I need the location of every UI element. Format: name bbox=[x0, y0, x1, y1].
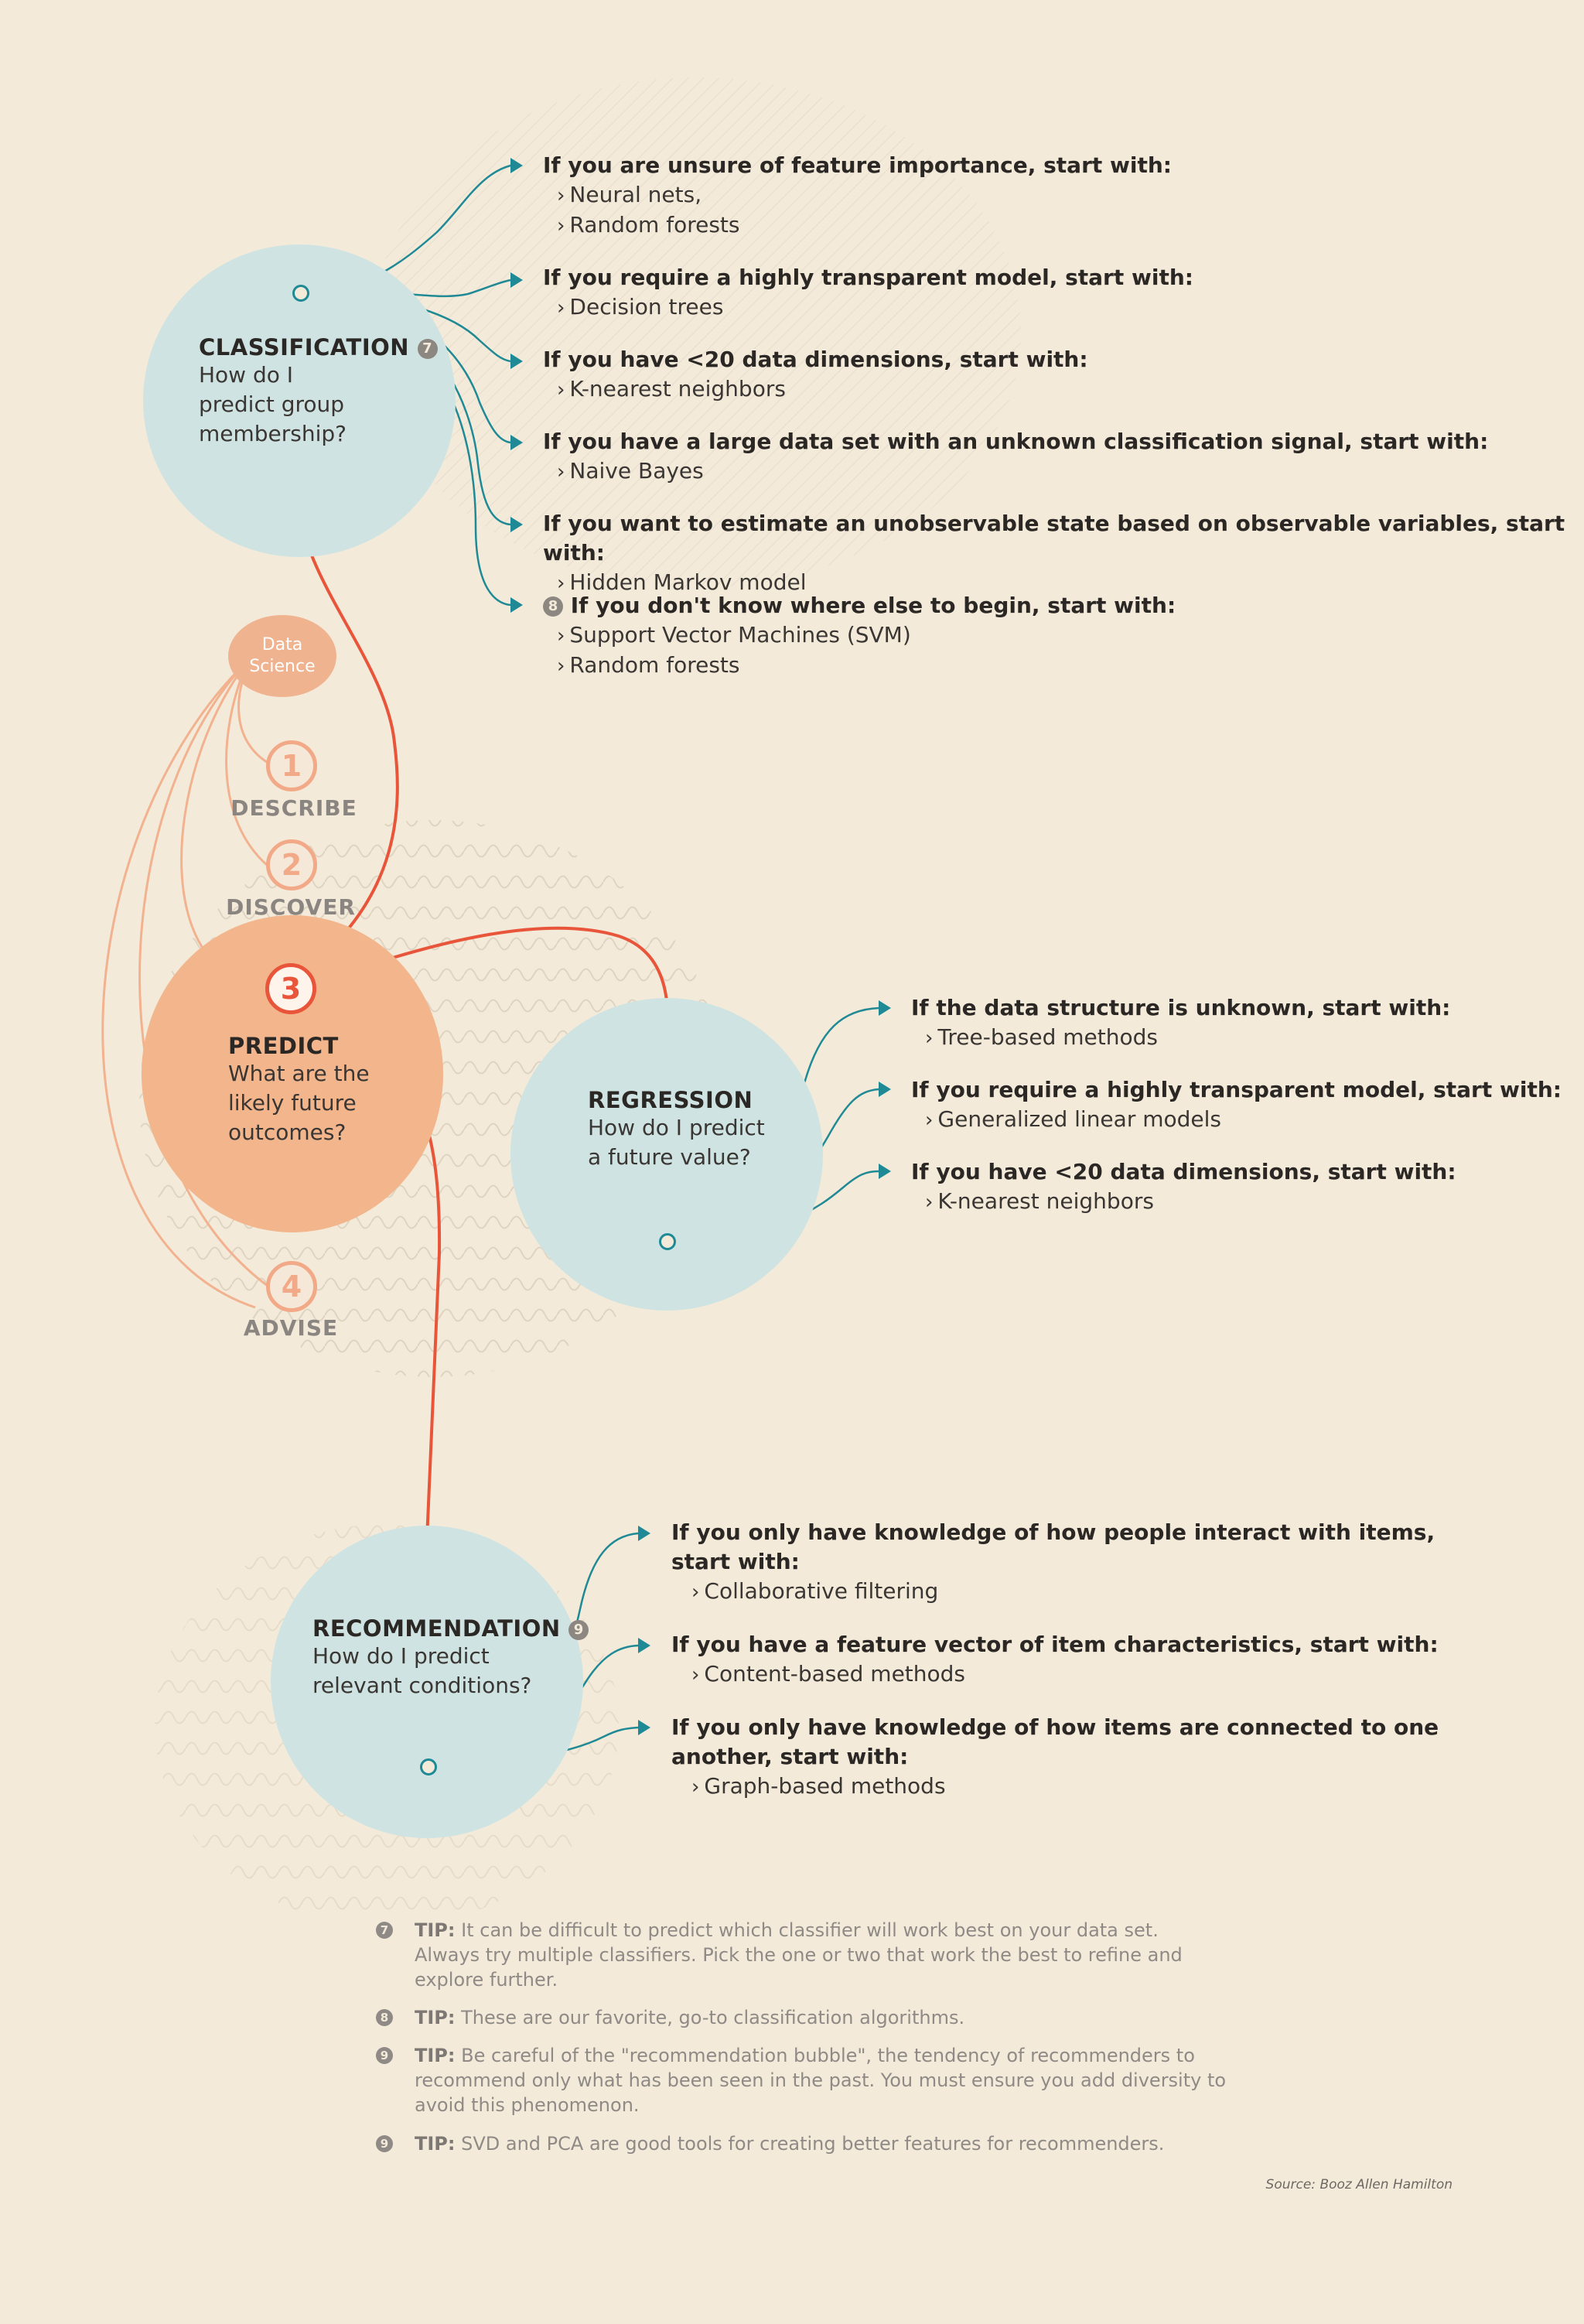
algorithm-label: Random forests bbox=[569, 212, 740, 238]
algorithm-label: Tree-based methods bbox=[937, 1024, 1158, 1050]
algorithm-item bbox=[911, 1105, 1562, 1135]
tip-9-badge: 9 bbox=[568, 1620, 589, 1640]
regression-question-2: a future value? bbox=[588, 1144, 751, 1170]
classification-item-6 bbox=[543, 591, 1176, 681]
tip-label: TIP: bbox=[415, 2007, 456, 2028]
step-1-label: DESCRIBE bbox=[230, 795, 357, 821]
condition-text: If you have <20 data dimensions, start with: bbox=[911, 1159, 1456, 1184]
condition-line: If you only have knowledge of how people interact with items, bbox=[671, 1519, 1436, 1545]
classification-item-2 bbox=[543, 263, 1193, 323]
algorithm-item bbox=[543, 180, 1172, 210]
chevron-right-icon: › bbox=[557, 654, 565, 678]
tip-text: These are our favorite, go-to classification algorithms. bbox=[455, 2007, 965, 2028]
tip-line bbox=[415, 2043, 1227, 2068]
tip-2-badge: 8 bbox=[376, 2009, 393, 2026]
classification-item-1 bbox=[543, 151, 1172, 241]
tip-line bbox=[415, 2131, 1227, 2156]
classification-item-5 bbox=[543, 509, 1584, 598]
chevron-right-icon: › bbox=[557, 378, 565, 402]
condition-row bbox=[543, 591, 1176, 620]
tip-3-badge: 9 bbox=[376, 2047, 393, 2064]
tip-8-badge: 8 bbox=[543, 596, 563, 617]
tip-line: explore further. bbox=[415, 1969, 558, 1991]
tip-text: It can be difficult to predict which classifier will work best on your data set. bbox=[455, 1919, 1159, 1941]
tip-label: TIP: bbox=[415, 1919, 456, 1941]
tip-line: Always try multiple classifiers. Pick the one or two that work the best to refine and bbox=[415, 1944, 1183, 1966]
algorithm-label: Content-based methods bbox=[704, 1661, 966, 1687]
recommendation-title-row bbox=[312, 1615, 589, 1642]
tip-text: SVD and PCA are good tools for creating better features for recommenders. bbox=[455, 2133, 1165, 2155]
classification-arrow-4 bbox=[510, 435, 523, 450]
condition-text: If the data structure is unknown, start with: bbox=[911, 995, 1451, 1020]
tip-label: TIP: bbox=[415, 2045, 456, 2066]
algorithm-item bbox=[543, 210, 1172, 241]
step-2-label: DISCOVER bbox=[226, 894, 356, 920]
chevron-right-icon: › bbox=[925, 1191, 934, 1214]
regression-item-2 bbox=[911, 1075, 1562, 1135]
classification-title: CLASSIFICATION bbox=[199, 334, 410, 361]
algorithm-label: Neural nets, bbox=[569, 182, 702, 207]
tip-2 bbox=[415, 2005, 1227, 2030]
chevron-right-icon: › bbox=[557, 296, 565, 320]
data-science-label bbox=[232, 634, 333, 678]
tip-4 bbox=[415, 2131, 1227, 2156]
classification-title-row bbox=[199, 334, 438, 361]
algorithm-label: Hidden Markov model bbox=[569, 569, 807, 595]
classification-item-4 bbox=[543, 427, 1488, 487]
regression-arrow-2 bbox=[879, 1082, 891, 1097]
tip-line: recommend only what has been seen in the past. You must ensure you add diversity to bbox=[415, 2069, 1227, 2091]
classification-question-1: How do I bbox=[199, 362, 294, 388]
predict-title: PREDICT bbox=[228, 1033, 339, 1059]
algorithm-item bbox=[543, 620, 1176, 651]
predict-question-3: outcomes? bbox=[228, 1119, 346, 1145]
tip-1-badge: 7 bbox=[376, 1922, 393, 1939]
tip-text: Be careful of the "recommendation bubble", the tendency of recommenders to bbox=[455, 2045, 1195, 2066]
tip-line bbox=[415, 2005, 1227, 2030]
chevron-right-icon: › bbox=[557, 184, 565, 207]
condition-text: If you are unsure of feature importance, start with: bbox=[543, 152, 1172, 178]
algorithm-label: Naive Bayes bbox=[569, 458, 704, 484]
recommendation-arrow-2 bbox=[638, 1638, 650, 1653]
condition-text: If you require a highly transparent model, start with: bbox=[543, 265, 1193, 290]
regression-arrow-1 bbox=[879, 1000, 891, 1016]
condition-text: If you have <20 data dimensions, start with: bbox=[543, 347, 1088, 372]
algorithm-label: K-nearest neighbors bbox=[569, 376, 786, 402]
regression-arrow-3 bbox=[879, 1164, 891, 1179]
algorithm-label: Graph-based methods bbox=[704, 1773, 946, 1799]
algorithm-item bbox=[543, 456, 1488, 487]
chevron-right-icon: › bbox=[691, 1775, 700, 1799]
algorithm-item bbox=[671, 1772, 1439, 1802]
algorithm-item bbox=[911, 1187, 1456, 1217]
tip-4-badge: 9 bbox=[376, 2135, 393, 2152]
chevron-right-icon: › bbox=[557, 572, 565, 595]
recommendation-title: RECOMMENDATION bbox=[312, 1615, 561, 1642]
chevron-right-icon: › bbox=[925, 1109, 934, 1132]
tip-line bbox=[415, 1918, 1227, 1943]
algorithm-label: Decision trees bbox=[569, 294, 724, 320]
algorithm-label: Random forests bbox=[569, 652, 740, 678]
condition-line: another, start with: bbox=[671, 1744, 909, 1769]
predict-question-1: What are the bbox=[228, 1061, 370, 1086]
algorithm-item bbox=[543, 292, 1193, 323]
chevron-right-icon: › bbox=[691, 1581, 700, 1604]
classification-node bbox=[292, 285, 309, 302]
tip-3 bbox=[415, 2043, 1227, 2117]
algorithm-item bbox=[911, 1023, 1450, 1053]
recommendation-item-2 bbox=[671, 1630, 1439, 1690]
chevron-right-icon: › bbox=[557, 624, 565, 648]
condition-line: If you only have knowledge of how items are connected to one bbox=[671, 1714, 1439, 1740]
classification-item-3 bbox=[543, 345, 1088, 405]
recommendation-arrow-1 bbox=[638, 1526, 650, 1541]
algorithm-item bbox=[671, 1659, 1439, 1690]
condition-text: If you require a highly transparent model, start with: bbox=[911, 1077, 1562, 1102]
condition-text: If you don't know where else to begin, start with: bbox=[570, 593, 1176, 618]
chevron-right-icon: › bbox=[925, 1027, 934, 1050]
recommendation-node bbox=[420, 1758, 437, 1775]
algorithm-item bbox=[543, 374, 1088, 405]
classification-arrow-1 bbox=[510, 158, 523, 173]
recommendation-question-2: relevant conditions? bbox=[312, 1673, 532, 1698]
algorithm-label: K-nearest neighbors bbox=[937, 1188, 1154, 1214]
step-1-number: 1 bbox=[266, 740, 317, 791]
regression-title: REGRESSION bbox=[588, 1087, 753, 1113]
regression-text bbox=[588, 1087, 765, 1172]
data-science-line-1: Data bbox=[261, 635, 303, 654]
tip-7-badge: 7 bbox=[418, 339, 438, 359]
recommendation-arrow-3 bbox=[638, 1720, 650, 1735]
algorithm-item bbox=[671, 1577, 1435, 1607]
condition-text: If you have a large data set with an unknown classification signal, start with: bbox=[543, 429, 1489, 454]
predict-text bbox=[228, 1033, 370, 1147]
step-2-number: 2 bbox=[266, 839, 317, 890]
classification-arrow-6 bbox=[510, 597, 523, 613]
condition-line: start with: bbox=[671, 1549, 800, 1574]
classification-text bbox=[199, 334, 438, 449]
chevron-right-icon: › bbox=[557, 214, 565, 238]
regression-item-1 bbox=[911, 993, 1450, 1053]
classification-arrow-2 bbox=[510, 272, 523, 288]
algorithm-label: Support Vector Machines (SVM) bbox=[569, 622, 911, 648]
classification-question-2: predict group bbox=[199, 391, 345, 417]
source-credit: Source: Booz Allen Hamilton bbox=[1265, 2177, 1453, 2192]
condition-line: If you have a feature vector of item characteristics, start with: bbox=[671, 1632, 1439, 1657]
data-science-line-2: Science bbox=[249, 657, 316, 676]
algorithm-item bbox=[543, 651, 1176, 681]
condition-text: If you want to estimate an unobservable state based on observable variables, start with: bbox=[543, 511, 1565, 566]
classification-arrow-3 bbox=[510, 354, 523, 369]
regression-question-1: How do I predict bbox=[588, 1115, 765, 1140]
algorithm-label: Collaborative filtering bbox=[704, 1578, 939, 1604]
tip-1 bbox=[415, 1918, 1227, 1992]
chevron-right-icon: › bbox=[691, 1663, 700, 1687]
regression-item-3 bbox=[911, 1157, 1456, 1217]
tip-label: TIP: bbox=[415, 2133, 456, 2155]
recommendation-item-3 bbox=[671, 1713, 1439, 1802]
recommendation-text bbox=[312, 1615, 589, 1700]
recommendation-item-1 bbox=[671, 1518, 1435, 1607]
step-4-number: 4 bbox=[266, 1261, 317, 1312]
step-4-label: ADVISE bbox=[243, 1315, 339, 1341]
predict-question-2: likely future bbox=[228, 1090, 357, 1116]
algorithm-label: Generalized linear models bbox=[937, 1106, 1222, 1132]
step-3-number: 3 bbox=[265, 963, 316, 1014]
regression-node bbox=[659, 1233, 676, 1250]
classification-question-3: membership? bbox=[199, 421, 347, 446]
tip-line: avoid this phenomenon. bbox=[415, 2094, 640, 2116]
chevron-right-icon: › bbox=[557, 460, 565, 484]
recommendation-question-1: How do I predict bbox=[312, 1643, 490, 1669]
classification-arrow-5 bbox=[510, 517, 523, 532]
